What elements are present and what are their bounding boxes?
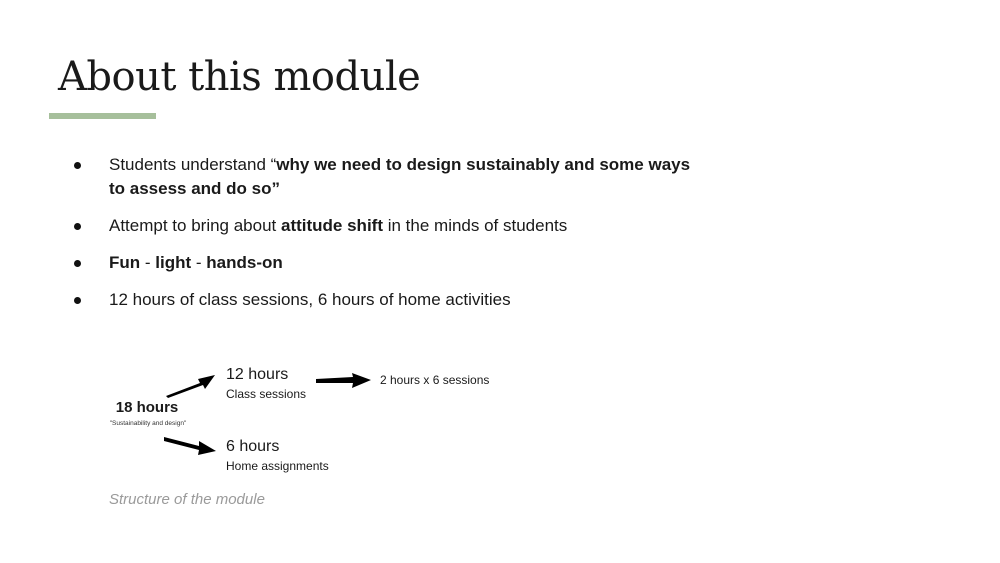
bullet-item (72, 251, 692, 275)
bullet-text-part: Students understand “ (109, 155, 277, 174)
bullet-dot-icon (74, 297, 81, 304)
total-subtitle: "Sustainability and design" (109, 420, 187, 427)
bullet-list (72, 153, 692, 325)
bullet-text (109, 216, 567, 235)
bullet-text (109, 290, 511, 309)
bullet-dot-icon (74, 223, 81, 230)
title-accent-bar (49, 113, 156, 119)
bullet-text-bold: attitude shift (281, 216, 383, 235)
sessions-breakdown: 2 hours x 6 sessions (380, 373, 490, 387)
slide-title: About this module (58, 54, 421, 100)
home-label: Home assignments (226, 459, 329, 473)
class-label: Class sessions (226, 387, 307, 401)
bullet-item (72, 153, 692, 201)
bullet-text-part: in the minds of students (383, 216, 568, 235)
arrow-to-class-icon (166, 375, 215, 398)
bullet-text-part: - (191, 253, 207, 272)
bullet-text-bold: why we need to design sustainably and some ways to assess and do so” (109, 155, 691, 198)
bullet-text-part: - (140, 253, 156, 272)
bullet-text-part: Attempt to bring about (109, 216, 281, 235)
bullet-text-part: 12 hours of class sessions, 6 hours of home activities (109, 290, 511, 309)
bullet-dot-icon (74, 260, 81, 267)
bullet-text-bold: hands-on (206, 253, 283, 272)
bullet-text-bold: light (155, 253, 192, 272)
total-hours: 18 hours (115, 399, 179, 416)
bullet-item (72, 288, 692, 312)
bullet-dot-icon (74, 162, 81, 169)
arrow-to-sessions-icon (316, 373, 371, 388)
arrow-to-home-icon (164, 437, 216, 455)
bullet-item (72, 214, 692, 238)
home-hours: 6 hours (226, 438, 280, 455)
bullet-text (109, 253, 283, 272)
bullet-text (109, 155, 690, 198)
bullet-text-bold: Fun (109, 253, 141, 272)
diagram-caption: Structure of the module (109, 491, 265, 508)
class-hours: 12 hours (226, 366, 289, 383)
